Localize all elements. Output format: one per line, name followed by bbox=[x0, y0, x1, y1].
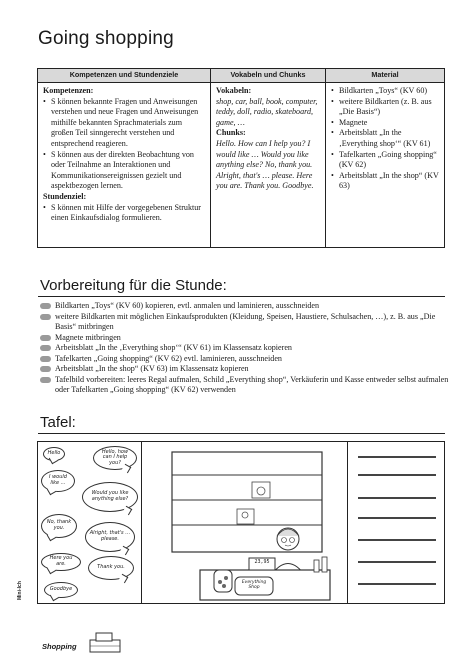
board-lines-column bbox=[348, 442, 446, 603]
material-list bbox=[331, 86, 440, 192]
speech-bubble: Goodbye bbox=[44, 582, 78, 598]
bullet-marker-icon bbox=[40, 356, 51, 362]
chunks-text: Hello. How can I help you? I would like … Would you like anything else? No, thank you. Alright, that's … please. Here you are. Thank you. Goodbye. bbox=[216, 138, 314, 191]
speech-bubble: Would you like anything else? bbox=[82, 482, 138, 512]
bullet-marker-icon bbox=[40, 366, 51, 372]
speech-bubble: Here you are. bbox=[41, 553, 81, 571]
table-body bbox=[38, 83, 444, 247]
material-cell bbox=[326, 83, 444, 247]
preparation-heading: Vorbereitung für die Stunde: bbox=[40, 277, 227, 294]
writing-line bbox=[358, 474, 436, 476]
table-header bbox=[38, 69, 444, 83]
list-item: • weitere Bildkarten (z. B. aus „Die Basis“) bbox=[331, 97, 440, 118]
vocab-label: Vokabeln: bbox=[216, 86, 252, 95]
goal-list bbox=[43, 203, 206, 224]
cash-register-icon bbox=[88, 630, 124, 656]
bullet-marker-icon bbox=[40, 335, 51, 341]
bullet-marker-icon bbox=[40, 377, 51, 383]
speech-bubble: Alright, that's … please. bbox=[85, 522, 135, 552]
speech-bubble: Thank you. bbox=[88, 556, 134, 580]
lesson-overview-table bbox=[37, 68, 445, 248]
list-item: • Tafelkarten „Going shopping“ (KV 62) bbox=[331, 150, 440, 171]
board-illustration bbox=[37, 441, 445, 604]
shop-sign: Everything Shop bbox=[241, 580, 267, 590]
speech-bubble: Hello bbox=[43, 447, 65, 461]
goal-label: Stundenziel: bbox=[43, 191, 87, 201]
header-vocabulary: Vokabeln und Chunks bbox=[211, 69, 326, 82]
list-item: Arbeitsblatt „In the ‚Everything shop‘“ (KV 61) im Klassensatz kopieren bbox=[40, 343, 450, 354]
competences-cell bbox=[38, 83, 211, 247]
register-display: 23,95 bbox=[254, 559, 270, 565]
vocabulary-cell bbox=[211, 83, 326, 247]
list-item: • Magnete bbox=[331, 118, 440, 129]
bullet-marker-icon bbox=[40, 314, 51, 320]
board-shop-column bbox=[142, 442, 348, 603]
list-item: Tafelkarten „Going shopping“ (KV 62) evtl. laminieren, ausschneiden bbox=[40, 354, 450, 365]
speech-bubble: No, thank you. bbox=[41, 514, 77, 538]
header-material: Material bbox=[371, 70, 399, 80]
list-item: Tafelbild vorbereiten: leeres Regal aufmalen, Schild „Everything shop“, Verkäuferin und Kasse entweder selbst aufmalen oder Tafelkarten „Going shopping“ (KV 62) verwenden bbox=[40, 375, 450, 396]
list-item: • Arbeitsblatt „In the shop“ (KV 63) bbox=[331, 171, 440, 192]
list-item: • Bildkarten „Toys“ (KV 60) bbox=[331, 86, 440, 97]
speech-bubble: I would like … bbox=[41, 470, 75, 492]
list-item: • S können mit Hilfe der vorgegebenen Struktur einen Einkaufsdialog formulieren. bbox=[43, 203, 206, 224]
list-item: weitere Bildkarten mit möglichen Einkaufsprodukten (Kleidung, Speisen, Haustiere, Schulsachen, …), z. B. aus „Die Basis“ mitbringen bbox=[40, 312, 450, 333]
writing-line bbox=[358, 497, 436, 499]
vocab-text: shop, car, ball, book, computer, teddy, doll, radio, skateboard, game, … bbox=[216, 96, 318, 127]
chunks-label: Chunks: bbox=[216, 128, 246, 138]
list-item: Arbeitsblatt „In the shop“ (KV 63) im Klassensatz kopieren bbox=[40, 364, 450, 375]
list-item: Bildkarten „Toys“ (KV 60) kopieren, evtl. anmalen und laminieren, ausschneiden bbox=[40, 301, 450, 312]
list-item: Magnete mitbringen bbox=[40, 333, 450, 344]
preparation-list bbox=[40, 301, 450, 396]
writing-line bbox=[358, 561, 436, 563]
footer-label: Shopping bbox=[42, 642, 77, 651]
writing-line bbox=[358, 539, 436, 541]
preparation-underline bbox=[38, 296, 445, 297]
competences-list bbox=[43, 97, 206, 192]
board-dialogue-column bbox=[38, 442, 142, 603]
list-item: • S können aus der direkten Beobachtung von oder Teilnahme an Interaktionen und Kommunikationsereignissen gezielt und aspektbezogen lernen. bbox=[43, 150, 206, 192]
speech-bubble: Hello, how can I help you? bbox=[93, 446, 137, 470]
side-label: Mini-Ich bbox=[17, 581, 23, 600]
writing-line bbox=[358, 583, 436, 585]
writing-line bbox=[358, 517, 436, 519]
competences-label: Kompetenzen: bbox=[43, 86, 94, 95]
bullet-marker-icon bbox=[40, 303, 51, 309]
header-competences: Kompetenzen und Stundenziele bbox=[38, 69, 211, 82]
list-item: • Arbeitsblatt „In the ‚Everything shop‘“ (KV 61) bbox=[331, 128, 440, 149]
board-underline bbox=[38, 433, 445, 434]
board-heading: Tafel: bbox=[40, 414, 76, 431]
list-item: • S können bekannte Fragen und Anweisungen verstehen und neue Fragen und Anweisungen mithilfe bekannten Sprachmaterials zum großen Teil sinngerecht verstehen und entsprechend reagieren. bbox=[43, 97, 206, 150]
bullet-marker-icon bbox=[40, 345, 51, 351]
page-title: Going shopping bbox=[38, 28, 174, 49]
writing-line bbox=[358, 456, 436, 458]
